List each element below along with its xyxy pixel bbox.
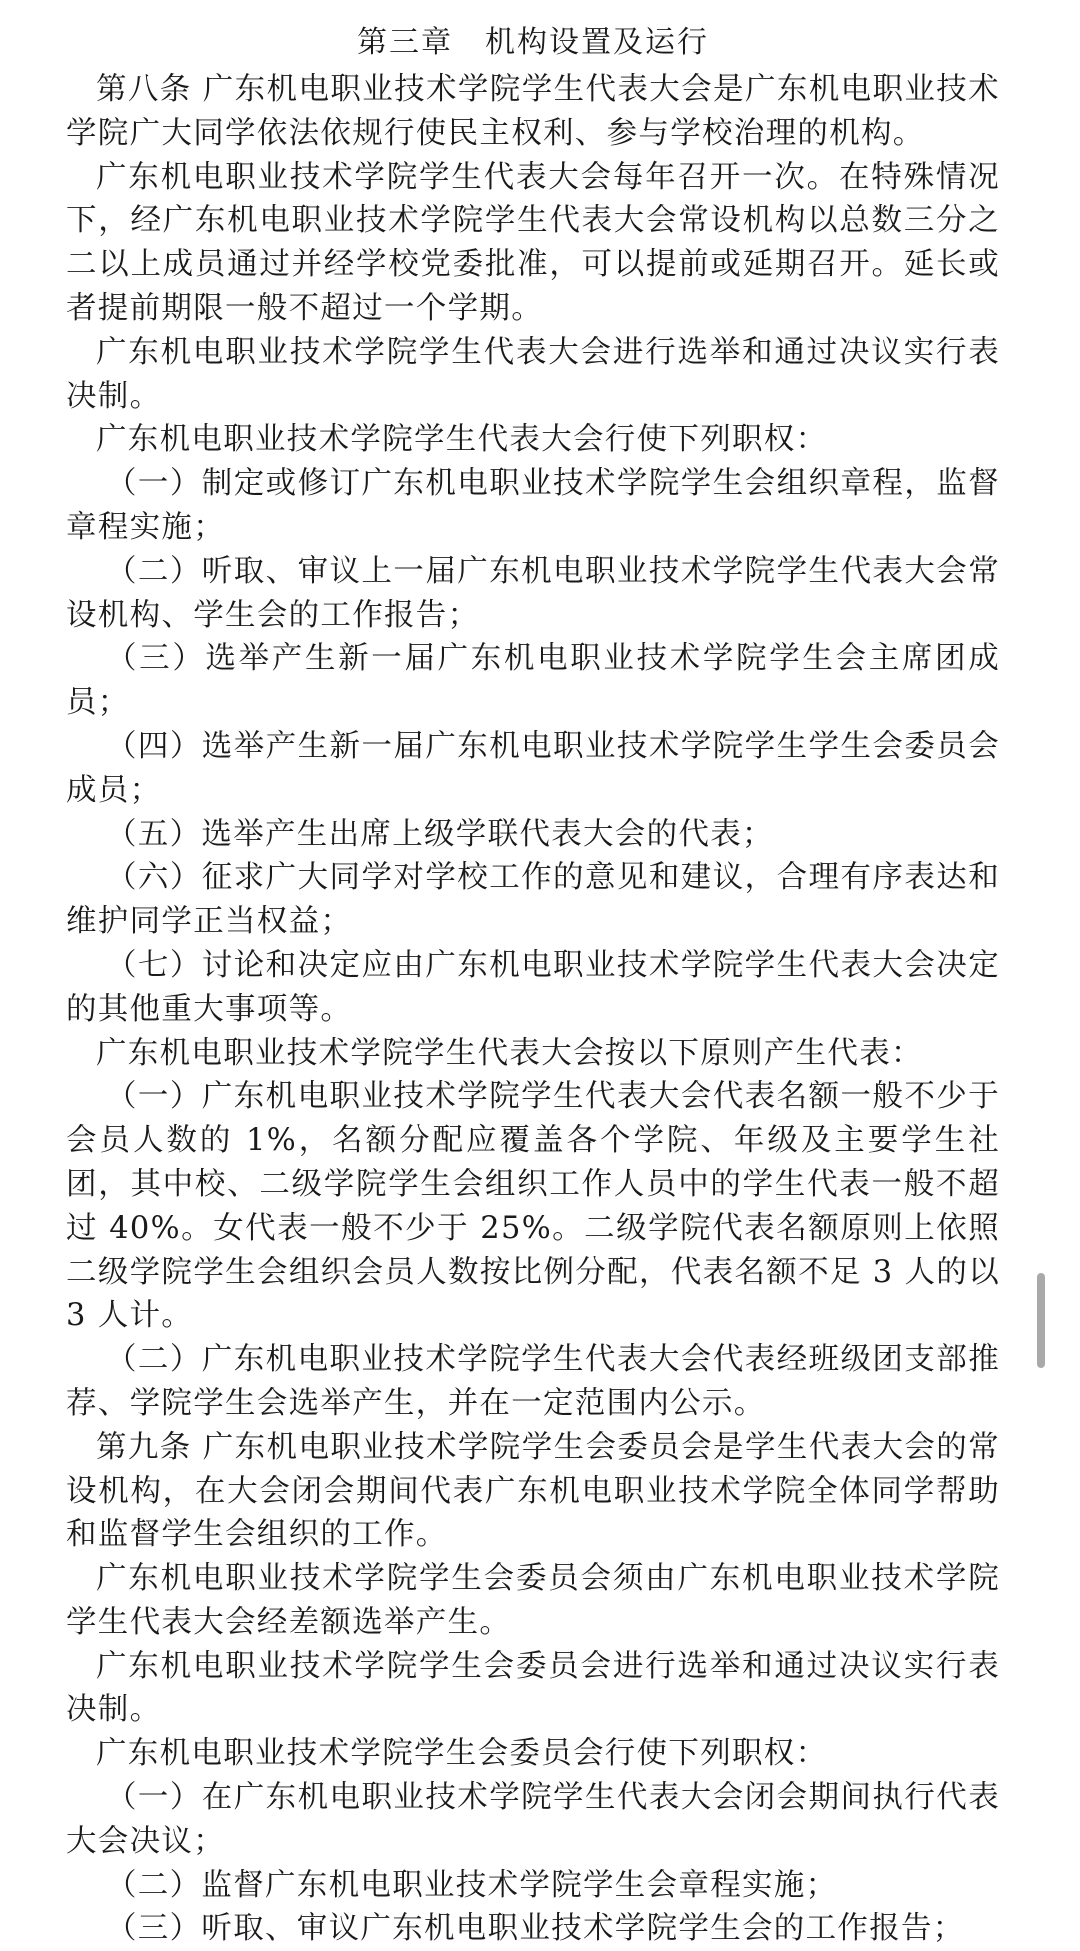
list-item: （一）广东机电职业技术学院学生代表大会代表名额一般不少于会员人数的 1%，名额分配应覆盖各个学院、年级及主要学生社团，其中校、二级学院学生会组织工作人员中的学生代表一般不超过 40%。女代表一般不少于 25%。二级学院代表名额原则上依照二级学院学生会组织会员人数按比例分配，代表名额不足 3 人的以 3 人计。 xyxy=(66,1079,1000,1334)
list-item: （二）听取、审议上一届广东机电职业技术学院学生代表大会常设机构、学生会的工作报告； xyxy=(66,553,1000,633)
paragraph: 广东机电职业技术学院学生会委员会进行选举和通过决议实行表决制。 xyxy=(66,1648,1000,1728)
paragraph: 广东机电职业技术学院学生会委员会行使下列职权： xyxy=(96,1736,828,1772)
paragraph: 广东机电职业技术学院学生代表大会行使下列职权： xyxy=(96,422,828,458)
list-item: （四）选举产生新一届广东机电职业技术学院学生学生会委员会成员； xyxy=(66,728,1000,808)
list-item: （三）听取、审议广东机电职业技术学院学生会的工作报告； xyxy=(106,1911,965,1947)
list-item: （七）讨论和决定应由广东机电职业技术学院学生代表大会决定的其他重大事项等。 xyxy=(66,947,1000,1027)
list-item: （六）征求广大同学对学校工作的意见和建议，合理有序表达和维护同学正当权益； xyxy=(66,860,1000,940)
list-item: （一）制定或修订广东机电职业技术学院学生会组织章程，监督章程实施； xyxy=(66,466,1000,545)
paragraph: 广东机电职业技术学院学生代表大会按以下原则产生代表： xyxy=(96,1035,923,1071)
list-item: （二）监督广东机电职业技术学院学生会章程实施； xyxy=(106,1867,838,1903)
document-page xyxy=(66,22,1000,1951)
list-item: （三）选举产生新一届广东机电职业技术学院学生会主席团成员； xyxy=(66,641,1000,721)
paragraph: 第八条 广东机电职业技术学院学生代表大会是广东机电职业技术学院广大同学依法依规行使民主权利、参与学校治理的机构。 xyxy=(66,72,1000,151)
list-item: （一）在广东机电职业技术学院学生代表大会闭会期间执行代表大会决议； xyxy=(66,1780,1000,1859)
list-item: （二）广东机电职业技术学院学生代表大会代表经班级团支部推荐、学院学生会选举产生，并在一定范围内公示。 xyxy=(66,1342,1000,1421)
vertical-scrollbar-thumb[interactable] xyxy=(1037,1273,1045,1368)
list-item: （五）选举产生出席上级学联代表大会的代表； xyxy=(106,816,774,852)
paragraph: 第九条 广东机电职业技术学院学生会委员会是学生代表大会的常设机构，在大会闭会期间代表广东机电职业技术学院全体同学帮助和监督学生会组织的工作。 xyxy=(66,1429,1000,1553)
paragraph: 广东机电职业技术学院学生代表大会每年召开一次。在特殊情况下，经广东机电职业技术学院学生代表大会常设机构以总数三分之二以上成员通过并经学校党委批准，可以提前或延期召开。延长或者提前期限一般不超过一个学期。 xyxy=(66,159,1000,326)
paragraph-list xyxy=(66,68,1000,1951)
paragraph: 广东机电职业技术学院学生会委员会须由广东机电职业技术学院学生代表大会经差额选举产生。 xyxy=(66,1561,1000,1640)
paragraph: 广东机电职业技术学院学生代表大会进行选举和通过决议实行表决制。 xyxy=(66,334,1000,414)
chapter-title: 第三章 机构设置及运行 xyxy=(357,25,709,60)
